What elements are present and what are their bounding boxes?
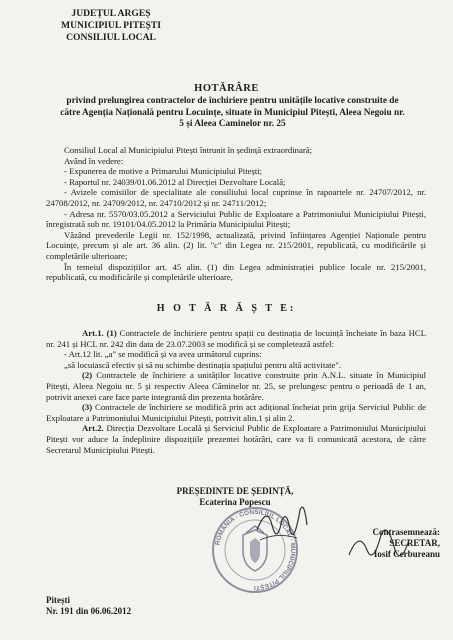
preamble-item: - Avizele comisiilor de specialitate ale consiliului local cuprinse în rapoartele nr. 24707/2012, nr. 24708/2012, nr. 24709/2012, nr. 24710/2012 și nr. 24711/2012;: [46, 187, 426, 208]
counter-title: Contrasemnează:: [372, 527, 440, 537]
footer-city: Pitești: [46, 595, 70, 605]
preamble: [46, 145, 426, 283]
article-1-quote: „să locuiască efectiv și să nu schimbe destinația spațiului pentru altă activitate".: [64, 359, 342, 370]
preamble-law: Văzând prevederile Legii nr. 152/1998, actualizată, privind înființarea Agenției Naționale pentru Locuințe, precum și ale art. 36 alin. (2) lit. "c" din Legea nr. 215/2001, republicată, cu modificările și completările ulterioare;: [46, 229, 426, 261]
para-number: (2): [82, 370, 93, 381]
preamble-considering: Având în vedere:: [64, 155, 124, 166]
document-footer: [46, 595, 131, 617]
header-municipality: MUNICIPIUL PITEȘTI: [61, 20, 161, 31]
para-text: Contractele de închiriere se modifică prin act adițional încheiat prin grija Serviciul Public de Exploatare a Patrimoniului Municipiului Pitești, potrivit alin.1 și alin 2.: [46, 402, 426, 423]
president-name: Ecaterina Popescu: [199, 497, 271, 507]
article-2: [46, 423, 426, 455]
preamble-item: - Expunerea de motive a Primarului Municipiului Pitești;: [64, 166, 263, 177]
document-subtitle: privind prelungirea contractelor de închiriere pentru unitățile locative construite de către Agenția Națională pentru Locuințe, situate în Municipiul Pitești, Aleea Negoiu nr. 5 și Aleea Caminelor nr. 25: [60, 96, 405, 129]
para-number: (3): [82, 402, 93, 413]
preamble-item: - Adresa nr. 5570/03.05.2012 a Serviciului Public de Exploatare a Patrimoniului Municipiului Pitești, înregistrată sub nr. 19101/04.05.2012 la Primăria Municipiului Pitești;: [46, 208, 426, 230]
para-text: Contractele de închiriere pentru spații cu destinația de locuință încheiate în baza HCL nr. 241 și HCL nr. 242 din data de 23.07.2003 se modifică și se completează astfel:: [46, 328, 427, 349]
article-1-label: Art.1.: [82, 328, 104, 338]
article-2-text: Direcția Dezvoltare Locală și Serviciul Public de Exploatare a Patrimoniului Municipiului Pitești vor aduce la îndeplinire dispozițiile prezentei hotărâri, care va fi comunicată acestora, de către Secretarul Municipiului Pitești.: [46, 423, 427, 455]
para-number: (1): [106, 328, 117, 338]
issuer-header: [36, 8, 186, 44]
preamble-council: Consiliul Local al Municipiului Pitești întrunit în ședință extraordinară;: [64, 145, 313, 155]
president-handwritten-signature: [252, 500, 312, 550]
header-council: CONSILIUL LOCAL: [66, 32, 156, 43]
preamble-basis: În temeiul dispozițiilor art. 45 alin. (1) din Legea administrației publice locale nr. 215/2001, republicată, cu modificările și completările ulterioare,: [46, 261, 426, 283]
article-1-para-2: [46, 370, 426, 402]
preamble-item: - Raportul nr. 24039/01.06.2012 al Direcției Dezvoltare Locală;: [64, 176, 286, 187]
articles: [46, 328, 426, 455]
president-title: PREȘEDINTE DE ȘEDINȚĂ,: [176, 486, 294, 496]
article-2-label: Art.2.: [82, 423, 104, 434]
article-1-amend: - Art.12 lit. „a" se modifică și va avea următorul cuprins:: [64, 349, 262, 360]
para-text: Contractele de închiriere a unităților locative construite prin A.N.L. situate în Municipiul Pitești, Aleea Negoiu nr. 5 și respectiv Aleea Căminelor nr. 25, se prelungesc pentru o perioadă de 1 an, potrivit anexei care face parte integrantă din prezenta hotărâre.: [46, 370, 426, 402]
article-1-para-3: [46, 402, 426, 423]
secretary-role: SECRETAR,: [389, 538, 440, 548]
stamp-text: ROMÂNIA · CONSILIUL LOCAL · MUNICIPIUL PITEȘTI: [214, 508, 297, 592]
document-title: HOTĂRÂRE: [194, 83, 259, 94]
decision-heading: H O T Ă R Ă Ș T E:: [156, 303, 297, 314]
secretary-handwritten-signature: [345, 520, 415, 570]
header-county: JUDEȚUL ARGEȘ: [71, 8, 151, 19]
secretary-name: Iosif Cerbureanu: [373, 549, 440, 559]
decision-number: Nr. 191 din 06.06.2012: [46, 606, 132, 616]
article-1-para-1: [46, 328, 426, 349]
